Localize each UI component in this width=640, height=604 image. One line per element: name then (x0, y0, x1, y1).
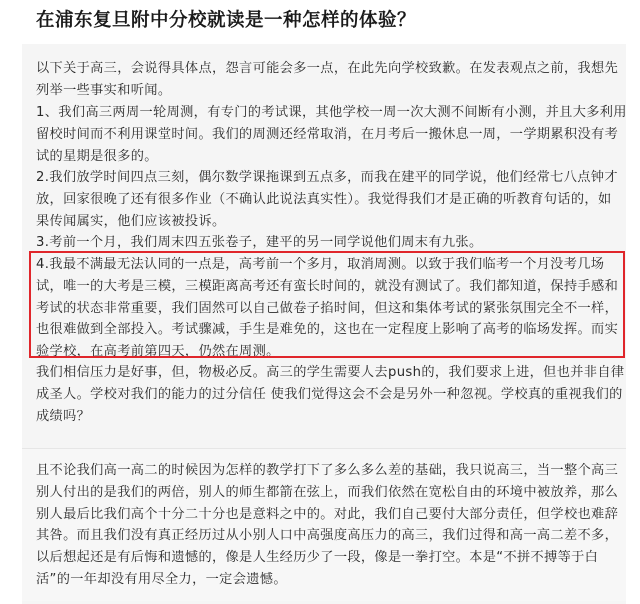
text-line: 我们相信压力是好事，但，物极必反。高三的学生需要人去push的，我们要求上进，但也并非自律 (36, 365, 625, 380)
text-line: 别人付出的是我们的两倍，别人的师生都箭在弦上，而我们依然在宽松自由的环境中被放养，那么 (36, 484, 619, 500)
text-line: 4.我最不满最无法认同的一点是，高考前一个多月，取消周测。以致于我们临考一个月没考几场 (36, 257, 605, 272)
point-2-paragraph (36, 167, 622, 232)
highlight-frame (29, 251, 625, 358)
text-line: 1、我们高三两周一轮周测，有专门的考试课，其他学校一周一次大测不间断有小测，并且大多利用 (36, 105, 627, 120)
text-line: 考试的状态非常重要，我们固然可以自己做卷子掐时间，但这和集体考试的紧张氛围完全不一样， (36, 300, 619, 316)
point-1-paragraph (36, 102, 627, 167)
text-line: 其咎。而且我们没有真正经历过从小别人口中高强度高压力的高三，我们过得和高一高二差不多， (36, 528, 619, 544)
text-line: 别人最后比我们高个十分二十分也是意料之中的。对此，我们自己要付大部分责任，但学校也难辞 (36, 506, 619, 522)
text-line: 果传闻属实，他们应该被投诉。 (36, 213, 226, 229)
text-line: 活”的一年却没有用尽全力，一定会遗憾。 (36, 571, 287, 587)
text-line: 试，唯一的大考是三模，三模距离高考还有蛮长时间的，就没有测试了。我们都知道，保持手感和 (36, 278, 619, 294)
conclusion-paragraph (36, 460, 622, 591)
article-title: 在浦东复旦附中分校就读是一种怎样的体验？ (36, 10, 417, 31)
text-line: 试的星期是很多的。 (36, 148, 158, 164)
text-line: 也很难做到全部投入。考试骤减，手生是难免的，这也在一定程度上影响了高考的临场发挥。而实 (36, 322, 619, 338)
text-line: 且不论我们高一高二的时候因为怎样的教学打下了多么多么差的基础，我只说高三，当一整个高三 (36, 463, 619, 478)
text-line: 放，回家很晚了还有很多作业（不确认此说法真实性）。我觉得我们才是正确的听教育句话的，如 (36, 191, 612, 207)
text-line: 验学校，在高考前第四天，仍然在周测。 (36, 344, 280, 360)
text-line: 以下关于高三，会说得具体点，怨言可能会多一点，在此先向学校致歉。在发表观点之前，我想先 (36, 61, 619, 76)
text-line: 成圣人。学校对我们的能力的过分信任 使我们觉得这会不会是另外一种忽视。学校真的重视我们的 (36, 386, 623, 402)
text-line: 3.考前一个月，我们周末四五张卷子，建平的另一同学说他们周末有九张。 (36, 235, 483, 250)
text-line: 留校时间而不利用课堂时间。我们的周测还经常取消，在月考后一搬休息一周，一学期累积没有考 (36, 126, 619, 142)
text-line: 列举一些事实和听闻。 (36, 82, 172, 98)
text-line: 2.我们放学时间四点三刻，偶尔数学课拖课到五点多，而我在建平的同学说，他们经常七八点钟才 (36, 170, 618, 185)
text-line: 以后想起还是有后悔和遗憾的，像是人生经历少了一段，像是一拳打空。本是“不拼不搏等于白 (36, 550, 599, 566)
text-line: 成绩吗？ (36, 408, 91, 424)
pressure-paragraph (36, 362, 625, 427)
intro-paragraph (36, 58, 622, 102)
